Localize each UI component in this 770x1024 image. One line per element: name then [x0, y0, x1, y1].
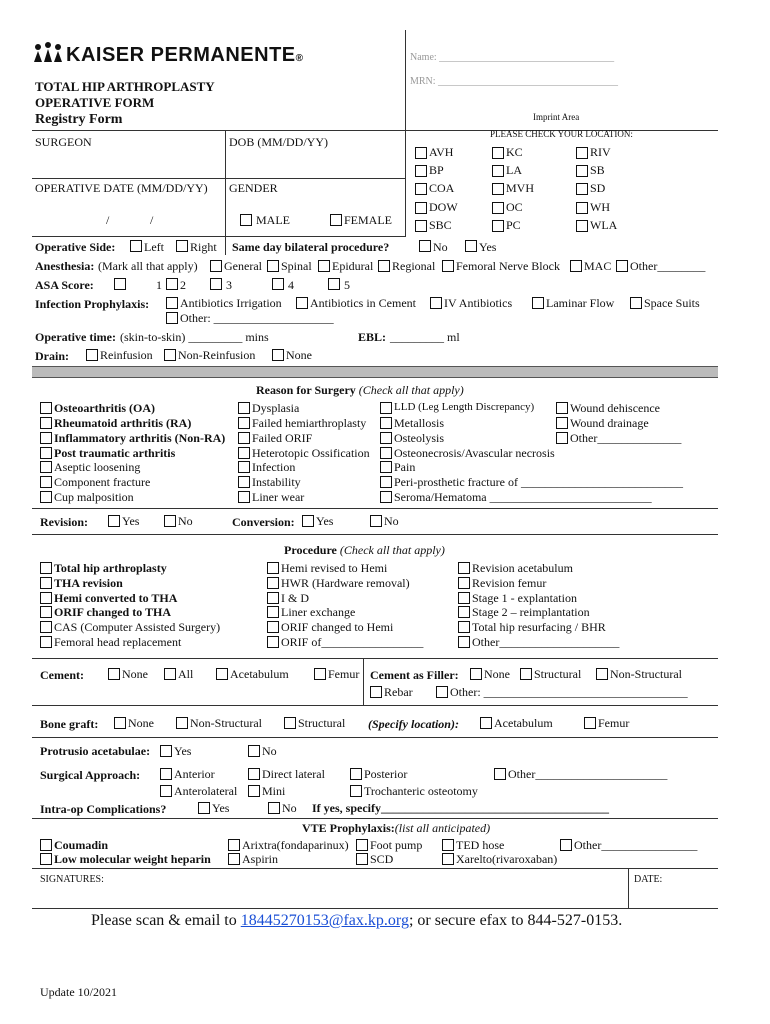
- proc-cas-checkbox[interactable]: [40, 621, 52, 633]
- conversion-yes-checkbox[interactable]: [302, 515, 314, 527]
- mrn-field[interactable]: MRN: ____________________________________: [410, 76, 619, 87]
- proc-tha-checkbox[interactable]: [40, 562, 52, 574]
- protrusio-no-label: No: [262, 744, 277, 758]
- reason-metallosis-label: Metallosis: [394, 416, 444, 430]
- bilateral-yes-label: Yes: [479, 240, 497, 254]
- ebl-label: EBL:: [358, 330, 387, 344]
- cement-femur-label: Femur: [328, 667, 360, 681]
- approach-mini-label: Mini: [262, 784, 286, 798]
- proc-liner-label: Liner exchange: [281, 605, 356, 619]
- loc-wh-checkbox[interactable]: [576, 202, 588, 214]
- vte-xarelto-checkbox[interactable]: [442, 853, 454, 865]
- drain-nonreinfusion-checkbox[interactable]: [164, 349, 176, 361]
- brand-name: KAISER PERMANENTE®: [66, 44, 304, 66]
- reason-seroma-label: Seroma/Hematoma ___________________________: [394, 490, 652, 504]
- cement-acetabulum-checkbox[interactable]: [216, 668, 228, 680]
- complications-yes-checkbox[interactable]: [198, 802, 210, 814]
- side-left-label: Left: [144, 240, 164, 254]
- cement-none-label: None: [122, 667, 148, 681]
- complications-yes-label: Yes: [212, 801, 230, 815]
- anes-mac-label: MAC: [584, 259, 612, 273]
- reason-lld-checkbox[interactable]: [380, 402, 392, 414]
- filler-rebar-checkbox[interactable]: [370, 686, 382, 698]
- filler-none-label: None: [484, 667, 510, 681]
- reason-pain-checkbox[interactable]: [380, 461, 392, 473]
- vte-footpump-label: Foot pump: [370, 838, 423, 852]
- loc-sb-checkbox[interactable]: [576, 165, 588, 177]
- proc-oriftha-label: ORIF changed to THA: [54, 605, 172, 619]
- inf-iv-label: IV Antibiotics: [444, 296, 513, 310]
- proc-femhead-checkbox[interactable]: [40, 636, 52, 648]
- complications-specify[interactable]: If yes, specify______________________________________: [312, 801, 609, 815]
- reason-failedhemi-label: Failed hemiarthroplasty: [252, 416, 367, 430]
- proc-orifhemi-checkbox[interactable]: [267, 621, 279, 633]
- bonegraft-structural-checkbox[interactable]: [284, 717, 296, 729]
- procedure-hint: (Check all that apply): [339, 543, 445, 557]
- proc-revfemur-label: Revision femur: [472, 576, 547, 590]
- conversion-no-checkbox[interactable]: [370, 515, 382, 527]
- protrusio-no-checkbox[interactable]: [248, 745, 260, 757]
- reason-component-label: Component fracture: [54, 475, 151, 489]
- reason-aseptic-checkbox[interactable]: [40, 461, 52, 473]
- vte-footpump-checkbox[interactable]: [356, 839, 368, 851]
- vte-arixtra-checkbox[interactable]: [228, 839, 240, 851]
- anes-other-checkbox[interactable]: [616, 260, 628, 272]
- filler-rebar-label: Rebar: [384, 685, 413, 699]
- bonegraft-specify-label: (Specify location):: [368, 717, 459, 731]
- proc-resurfacing-checkbox[interactable]: [458, 621, 470, 633]
- reason-linerwear-label: Liner wear: [252, 490, 305, 504]
- revision-label: Revision:: [40, 515, 88, 529]
- date-slash-1: /: [106, 213, 110, 227]
- loc-wh-label: WH: [590, 200, 610, 214]
- ebl-field[interactable]: _________ ml: [390, 330, 460, 344]
- complications-no-checkbox[interactable]: [268, 802, 280, 814]
- bonegraft-acetabulum-label: Acetabulum: [494, 716, 553, 730]
- footer-post: ; or secure efax to 844-527-0153.: [408, 912, 623, 929]
- bonegraft-nonstructural-label: Non-Structural: [190, 716, 262, 730]
- inf-suits-label: Space Suits: [644, 296, 700, 310]
- proc-hemihemi-label: Hemi revised to Hemi: [281, 561, 388, 575]
- proc-orifhemi-label: ORIF changed to Hemi: [281, 620, 394, 634]
- reason-instability-checkbox[interactable]: [238, 476, 250, 488]
- reason-posttrauma-checkbox[interactable]: [40, 447, 52, 459]
- approach-trochanteric-label: Trochanteric osteotomy: [364, 784, 478, 798]
- approach-anterior-label: Anterior: [174, 767, 215, 781]
- drain-reinfusion-label: Reinfusion: [100, 348, 153, 362]
- filler-structural-label: Structural: [534, 667, 582, 681]
- reason-osteolysis-checkbox[interactable]: [380, 432, 392, 444]
- anes-regional-checkbox[interactable]: [378, 260, 390, 272]
- vte-xarelto-label: Xarelto(rivaroxaban): [456, 852, 558, 866]
- anesthesia-label: Anesthesia:: [35, 259, 95, 273]
- filler-nonstructural-label: Non-Structural: [610, 667, 682, 681]
- op-date-field[interactable]: OPERATIVE DATE (MM/DD/YY): [35, 181, 208, 195]
- loc-coa-label: COA: [429, 181, 455, 195]
- anes-femoral-label: Femoral Nerve Block: [456, 259, 560, 273]
- reason-other-checkbox[interactable]: [556, 432, 568, 444]
- reason-periprosthetic-label: Peri-prosthetic fracture of ___________________________: [394, 475, 683, 489]
- asa-4-label: 4: [288, 278, 294, 292]
- conversion-label: Conversion:: [232, 515, 295, 529]
- revision-yes-checkbox[interactable]: [108, 515, 120, 527]
- reason-instability-label: Instability: [252, 475, 301, 489]
- bonegraft-acetabulum-checkbox[interactable]: [480, 717, 492, 729]
- proc-hwr-checkbox[interactable]: [267, 577, 279, 589]
- proc-liner-checkbox[interactable]: [267, 606, 279, 618]
- inf-laminar-label: Laminar Flow: [546, 296, 615, 310]
- approach-directlateral-checkbox[interactable]: [248, 768, 260, 780]
- proc-revacet-checkbox[interactable]: [458, 562, 470, 574]
- reason-hint: (Check all that apply): [358, 383, 464, 397]
- proc-resurfacing-label: Total hip resurfacing / BHR: [472, 620, 606, 634]
- procedure-heading: Procedure (Check all that apply): [284, 543, 445, 557]
- reason-ra-checkbox[interactable]: [40, 417, 52, 429]
- proc-id-label: I & D: [281, 591, 309, 605]
- proc-orifof-label: ORIF of_________________: [281, 635, 424, 649]
- reason-infection-checkbox[interactable]: [238, 461, 250, 473]
- imprint-divider: [405, 30, 406, 130]
- reason-drainage-checkbox[interactable]: [556, 417, 568, 429]
- cement-femur-checkbox[interactable]: [314, 668, 326, 680]
- inf-laminar-checkbox[interactable]: [532, 297, 544, 309]
- footer-instructions: [91, 912, 622, 930]
- vte-coumadin-checkbox[interactable]: [40, 839, 52, 851]
- reason-failedhemi-checkbox[interactable]: [238, 417, 250, 429]
- asa-1-label: 1: [156, 278, 162, 292]
- vte-scd-label: SCD: [370, 852, 394, 866]
- reason-osteonecrosis-label: Osteonecrosis/Avascular necrosis: [394, 446, 555, 460]
- cement-acetabulum-label: Acetabulum: [230, 667, 289, 681]
- loc-mvh-label: MVH: [506, 181, 535, 195]
- vte-other-label: Other________________: [574, 838, 698, 852]
- reason-oa-checkbox[interactable]: [40, 402, 52, 414]
- drain-reinfusion-checkbox[interactable]: [86, 349, 98, 361]
- reason-periprosthetic-checkbox[interactable]: [380, 476, 392, 488]
- anes-epidural-checkbox[interactable]: [318, 260, 330, 272]
- anes-general-checkbox[interactable]: [210, 260, 222, 272]
- side-right-checkbox[interactable]: [176, 240, 188, 252]
- filler-other-checkbox[interactable]: [436, 686, 448, 698]
- loc-coa-checkbox[interactable]: [415, 183, 427, 195]
- protrusio-yes-checkbox[interactable]: [160, 745, 172, 757]
- approach-other-label: Other______________________: [508, 767, 668, 781]
- reason-component-checkbox[interactable]: [40, 476, 52, 488]
- loc-wla-label: WLA: [590, 218, 618, 232]
- revision-no-checkbox[interactable]: [164, 515, 176, 527]
- bonegraft-label: Bone graft:: [40, 717, 99, 731]
- reason-other-label: Other______________: [570, 431, 682, 445]
- loc-bp-checkbox[interactable]: [415, 165, 427, 177]
- anes-general-label: General: [224, 259, 262, 273]
- reason-inflam-label: Inflammatory arthritis (Non-RA): [54, 431, 226, 445]
- brand-mark: ®: [295, 53, 304, 64]
- reason-cup-label: Cup malposition: [54, 490, 134, 504]
- vte-heading: VTE Prophylaxis:(list all anticipated): [302, 821, 491, 835]
- loc-wla-checkbox[interactable]: [576, 220, 588, 232]
- drain-none-checkbox[interactable]: [272, 349, 284, 361]
- proc-hemitha-label: Hemi converted to THA: [54, 591, 178, 605]
- reason-infection-label: Infection: [252, 460, 296, 474]
- approach-directlateral-label: Direct lateral: [262, 767, 325, 781]
- inf-other-checkbox[interactable]: [166, 312, 178, 324]
- vte-hint: (list all anticipated): [394, 821, 491, 835]
- vte-aspirin-label: Aspirin: [242, 852, 278, 866]
- protrusio-label: Protrusio acetabulae:: [40, 744, 151, 758]
- inf-cement-label: Antibiotics in Cement: [310, 296, 416, 310]
- bilateral-label: Same day bilateral procedure?: [232, 240, 390, 254]
- reason-metallosis-checkbox[interactable]: [380, 417, 392, 429]
- form-title-3: Registry Form: [35, 112, 123, 127]
- vte-lmwh-label: Low molecular weight heparin: [54, 852, 211, 866]
- cement-all-checkbox[interactable]: [164, 668, 176, 680]
- filler-none-checkbox[interactable]: [470, 668, 482, 680]
- vte-ted-label: TED hose: [456, 838, 505, 852]
- proc-hwr-label: HWR (Hardware removal): [281, 576, 410, 590]
- side-left-checkbox[interactable]: [130, 240, 142, 252]
- reason-lld-label: LLD (Leg Length Discrepancy): [394, 401, 535, 413]
- reason-posttrauma-label: Post traumatic arthritis: [54, 446, 176, 460]
- side-right-label: Right: [190, 240, 217, 254]
- male-label: MALE: [256, 213, 290, 227]
- approach-posterior-label: Posterior: [364, 767, 408, 781]
- inf-irrigation-label: Antibiotics Irrigation: [180, 296, 282, 310]
- inf-suits-checkbox[interactable]: [630, 297, 642, 309]
- asa-5-label: 5: [344, 278, 350, 292]
- loc-sbc-label: SBC: [429, 218, 452, 232]
- anes-spinal-checkbox[interactable]: [267, 260, 279, 272]
- proc-id-checkbox[interactable]: [267, 592, 279, 604]
- dob-field[interactable]: DOB (MM/DD/YY): [229, 135, 328, 149]
- proc-other-label: Other____________________: [472, 635, 620, 649]
- reason-failedorif-label: Failed ORIF: [252, 431, 313, 445]
- reason-seroma-checkbox[interactable]: [380, 491, 392, 503]
- loc-bp-label: BP: [429, 163, 444, 177]
- loc-riv-checkbox[interactable]: [576, 147, 588, 159]
- filler-label: Cement as Filler:: [370, 668, 459, 682]
- proc-cas-label: CAS (Computer Assisted Surgery): [54, 620, 221, 634]
- surgeon-field[interactable]: SURGEON: [35, 135, 92, 149]
- reason-heterotopic-checkbox[interactable]: [238, 447, 250, 459]
- reason-heading: Reason for Surgery (Check all that apply): [256, 383, 464, 397]
- kp-logo-icon: [33, 42, 63, 64]
- vte-other-checkbox[interactable]: [560, 839, 572, 851]
- proc-other-checkbox[interactable]: [458, 636, 470, 648]
- loc-pc-checkbox[interactable]: [492, 220, 504, 232]
- loc-sbc-checkbox[interactable]: [415, 220, 427, 232]
- reason-cup-checkbox[interactable]: [40, 491, 52, 503]
- proc-revacet-label: Revision acetabulum: [472, 561, 573, 575]
- loc-avh-checkbox[interactable]: [415, 147, 427, 159]
- infection-label: Infection Prophylaxis:: [35, 297, 150, 311]
- loc-sd-checkbox[interactable]: [576, 183, 588, 195]
- name-field[interactable]: Name: ___________________________________: [410, 52, 615, 63]
- loc-riv-label: RIV: [590, 145, 611, 159]
- reason-failedorif-checkbox[interactable]: [238, 432, 250, 444]
- loc-la-label: LA: [506, 163, 522, 177]
- imprint-area-label: Imprint Area: [533, 112, 580, 122]
- conversion-no-label: No: [384, 514, 399, 528]
- female-label: FEMALE: [344, 213, 392, 227]
- proc-stage2-checkbox[interactable]: [458, 606, 470, 618]
- asa-5-checkbox[interactable]: [328, 278, 340, 290]
- bilateral-no-label: No: [433, 240, 448, 254]
- proc-tharev-checkbox[interactable]: [40, 577, 52, 589]
- drain-nonreinfusion-label: Non-Reinfusion: [178, 348, 256, 362]
- anes-other-label: Other________: [630, 259, 706, 273]
- anes-regional-label: Regional: [392, 259, 436, 273]
- date-slash-2: /: [150, 213, 154, 227]
- reason-oa-label: Osteoarthritis (OA): [54, 401, 155, 415]
- filler-other-label: Other: __________________________________: [450, 685, 688, 699]
- bonegraft-none-label: None: [128, 716, 154, 730]
- proc-hemihemi-checkbox[interactable]: [267, 562, 279, 574]
- anesthesia-hint: (Mark all that apply): [98, 259, 198, 273]
- proc-orifof-checkbox[interactable]: [267, 636, 279, 648]
- reason-dysplasia-checkbox[interactable]: [238, 402, 250, 414]
- loc-kc-checkbox[interactable]: [492, 147, 504, 159]
- signatures-field[interactable]: SIGNATURES:: [40, 874, 104, 885]
- revision-no-label: No: [178, 514, 193, 528]
- loc-oc-label: OC: [506, 200, 523, 214]
- filler-nonstructural-checkbox[interactable]: [596, 668, 608, 680]
- loc-dow-label: DOW: [429, 200, 458, 214]
- loc-mvh-checkbox[interactable]: [492, 183, 504, 195]
- fax-email-link[interactable]: 18445270153@fax.kp.org: [240, 912, 409, 929]
- protrusio-yes-label: Yes: [174, 744, 192, 758]
- asa-2-checkbox[interactable]: [166, 278, 178, 290]
- location-prompt: PLEASE CHECK YOUR LOCATION:: [490, 129, 633, 139]
- complications-no-label: No: [282, 801, 297, 815]
- bonegraft-none-checkbox[interactable]: [114, 717, 126, 729]
- update-version: Update 10/2021: [40, 985, 117, 999]
- reason-dehiscence-checkbox[interactable]: [556, 402, 568, 414]
- reason-drainage-label: Wound drainage: [570, 416, 649, 430]
- reason-dehiscence-label: Wound dehiscence: [570, 401, 660, 415]
- loc-avh-label: AVH: [429, 145, 454, 159]
- vte-arixtra-label: Arixtra(fondaparinux): [242, 838, 349, 852]
- approach-anterolateral-label: Anterolateral: [174, 784, 238, 798]
- cement-none-checkbox[interactable]: [108, 668, 120, 680]
- proc-tha-label: Total hip arthroplasty: [54, 561, 167, 575]
- reason-ra-label: Rheumatoid arthritis (RA): [54, 416, 192, 430]
- loc-oc-checkbox[interactable]: [492, 202, 504, 214]
- asa-label: ASA Score:: [35, 278, 94, 292]
- optime-field[interactable]: (skin-to-skin) _________ mins: [120, 330, 269, 344]
- section-divider-band: [32, 366, 718, 378]
- drain-none-label: None: [286, 348, 312, 362]
- approach-anterolateral-checkbox[interactable]: [160, 785, 172, 797]
- proc-stage1-checkbox[interactable]: [458, 592, 470, 604]
- approach-trochanteric-checkbox[interactable]: [350, 785, 362, 797]
- proc-oriftha-checkbox[interactable]: [40, 606, 52, 618]
- bilateral-no-checkbox[interactable]: [419, 240, 431, 252]
- vte-scd-checkbox[interactable]: [356, 853, 368, 865]
- reason-aseptic-label: Aseptic loosening: [54, 460, 141, 474]
- proc-hemitha-checkbox[interactable]: [40, 592, 52, 604]
- bonegraft-femur-label: Femur: [598, 716, 630, 730]
- side-label: Operative Side:: [35, 240, 116, 254]
- reason-linerwear-checkbox[interactable]: [238, 491, 250, 503]
- proc-femhead-label: Femoral head replacement: [54, 635, 182, 649]
- revision-yes-label: Yes: [122, 514, 140, 528]
- loc-pc-label: PC: [506, 218, 521, 232]
- approach-other-checkbox[interactable]: [494, 768, 506, 780]
- complications-label: Intra-op Complications?: [40, 802, 167, 816]
- vte-lmwh-checkbox[interactable]: [40, 853, 52, 865]
- proc-tharev-label: THA revision: [54, 576, 123, 590]
- asa-3-label: 3: [226, 278, 232, 292]
- bonegraft-nonstructural-checkbox[interactable]: [176, 717, 188, 729]
- footer-pre: Please scan & email to: [91, 912, 241, 929]
- vte-aspirin-checkbox[interactable]: [228, 853, 240, 865]
- cement-label: Cement:: [40, 668, 84, 682]
- loc-dow-checkbox[interactable]: [415, 202, 427, 214]
- proc-revfemur-checkbox[interactable]: [458, 577, 470, 589]
- approach-posterior-checkbox[interactable]: [350, 768, 362, 780]
- inf-iv-checkbox[interactable]: [430, 297, 442, 309]
- asa-1-checkbox[interactable]: [114, 278, 126, 290]
- bilateral-yes-checkbox[interactable]: [465, 240, 477, 252]
- drain-label: Drain:: [35, 349, 69, 363]
- reason-inflam-checkbox[interactable]: [40, 432, 52, 444]
- proc-stage1-label: Stage 1 - explantation: [472, 591, 577, 605]
- loc-kc-label: KC: [506, 145, 523, 159]
- vte-coumadin-label: Coumadin: [54, 838, 109, 852]
- anes-spinal-label: Spinal: [281, 259, 312, 273]
- loc-la-checkbox[interactable]: [492, 165, 504, 177]
- approach-anterior-checkbox[interactable]: [160, 768, 172, 780]
- form-title-2: OPERATIVE FORM: [35, 95, 155, 110]
- optime-label: Operative time:: [35, 330, 116, 344]
- anes-femoral-checkbox[interactable]: [442, 260, 454, 272]
- loc-sb-label: SB: [590, 163, 605, 177]
- female-checkbox[interactable]: [330, 214, 342, 226]
- male-checkbox[interactable]: [240, 214, 252, 226]
- bonegraft-femur-checkbox[interactable]: [584, 717, 596, 729]
- gender-label: GENDER: [229, 181, 278, 195]
- inf-irrigation-checkbox[interactable]: [166, 297, 178, 309]
- reason-osteolysis-label: Osteolysis: [394, 431, 445, 445]
- approach-mini-checkbox[interactable]: [248, 785, 260, 797]
- reason-dysplasia-label: Dysplasia: [252, 401, 300, 415]
- anes-mac-checkbox[interactable]: [570, 260, 582, 272]
- cement-all-label: All: [178, 667, 194, 681]
- anes-epidural-label: Epidural: [332, 259, 374, 273]
- reason-pain-label: Pain: [394, 460, 416, 474]
- conversion-yes-label: Yes: [316, 514, 334, 528]
- vte-ted-checkbox[interactable]: [442, 839, 454, 851]
- asa-2-label: 2: [180, 278, 186, 292]
- filler-structural-checkbox[interactable]: [520, 668, 532, 680]
- approach-label: Surgical Approach:: [40, 768, 141, 782]
- reason-heterotopic-label: Heterotopic Ossification: [252, 446, 370, 460]
- proc-stage2-label: Stage 2 – reimplantation: [472, 605, 590, 619]
- date-field[interactable]: DATE:: [634, 874, 663, 885]
- reason-osteonecrosis-checkbox[interactable]: [380, 447, 392, 459]
- form-title-1: TOTAL HIP ARTHROPLASTY: [35, 79, 215, 94]
- bonegraft-structural-label: Structural: [298, 716, 346, 730]
- asa-3-checkbox[interactable]: [210, 278, 222, 290]
- loc-sd-label: SD: [590, 181, 606, 195]
- inf-cement-checkbox[interactable]: [296, 297, 308, 309]
- asa-4-checkbox[interactable]: [272, 278, 284, 290]
- inf-other-label: Other: ____________________: [180, 311, 334, 325]
